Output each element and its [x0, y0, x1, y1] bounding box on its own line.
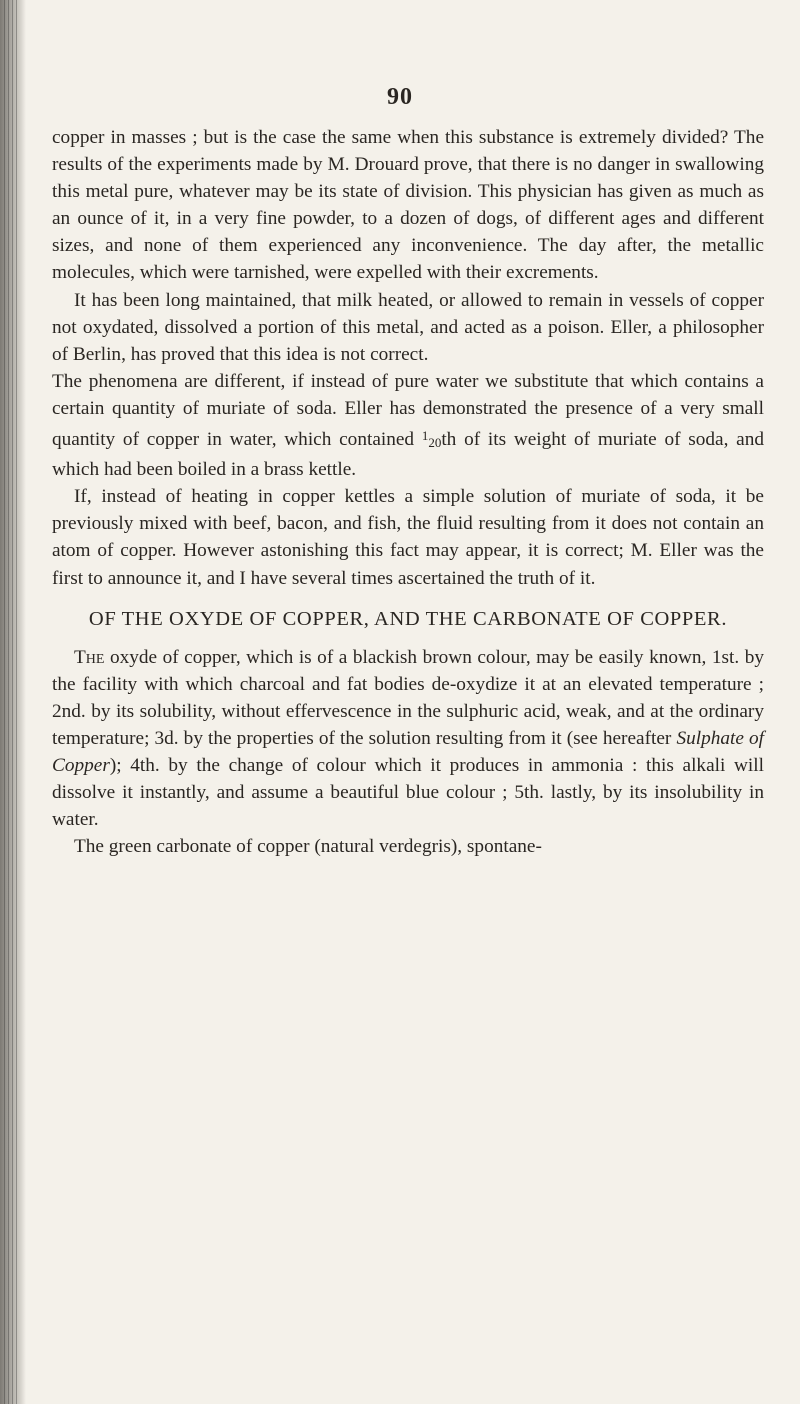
paragraph-3-text-before: The phenomena are different, if instead of pure water we substitute that which contains a certain quantity of muriate of soda. Eller has demonstrated the presence of a very small quantity of copper in water, which contained [52, 370, 764, 451]
paragraph-5-text-before: oxyde of copper, which is of a blackish brown colour, may be easily known, 1st. by the facility with which charcoal and fat bodies de-oxydize it at an elevated temperature ; 2nd. by its solubility, without effervescence in the sulphuric acid, weak, and at the ordinary temperature; 3d. by the properties of the solution resulting from it (see hereafter [52, 646, 764, 749]
paragraph-1: copper in masses ; but is the case the same when this substance is extremely divided? The results of the experiments made by M. Drouard prove, that there is no danger in swallowing this metal pure, whatever may be its state of division. This physician has given as much as an ounce of it, in a very fine powder, to a dozen of dogs, of different ages and different sizes, and none of them experienced any inconvenience. The day after, the metallic molecules, which were tarnished, were expelled with their excrements. [52, 127, 764, 284]
book-binding-edge [0, 0, 26, 1404]
paragraph-5-text-after: ); 4th. by the change of colour which it produces in ammonia : this alkali will dissolve it instantly, and assume a beautiful blue colour ; 5th. lastly, by its insolubility in water. [52, 754, 764, 831]
paragraph-5-lead-word: The [74, 646, 105, 668]
paragraph-3-text-after: th of its weight of muriate of soda, and which had been boiled in a brass kettle. [52, 429, 764, 481]
paragraph-2: It has been long maintained, that milk heated, or allowed to remain in vessels of copper not oxydated, dissolved a portion of this metal, and acted as a poison. Eller, a philosopher of Berlin, has proved that this idea is not correct. [52, 289, 764, 365]
paragraph-6: The green carbonate of copper (natural verdegris), spontane- [74, 836, 542, 858]
section-heading: OF THE OXYDE OF COPPER, AND THE CARBONATE OF COPPER. [88, 607, 728, 630]
paragraph-3 [52, 368, 764, 483]
paragraph-4: If, instead of heating in copper kettles a simple solution of muriate of soda, it be previously mixed with beef, bacon, and fish, the fluid resulting from it does not contain an atom of copper. However astonishing this fact may appear, it is correct; M. Eller was the first to announce it, and I have several times ascertained the truth of it. [52, 486, 764, 589]
fraction-numerator: 1 [421, 428, 429, 444]
binding-stitch-lines [4, 0, 18, 1404]
page-body [52, 124, 764, 860]
page-number: 90 [387, 84, 413, 110]
paragraph-5 [52, 644, 764, 834]
fraction-denominator: 20 [428, 435, 442, 451]
paragraph-5-italic-reference: Sulphate of Copper [52, 727, 764, 776]
